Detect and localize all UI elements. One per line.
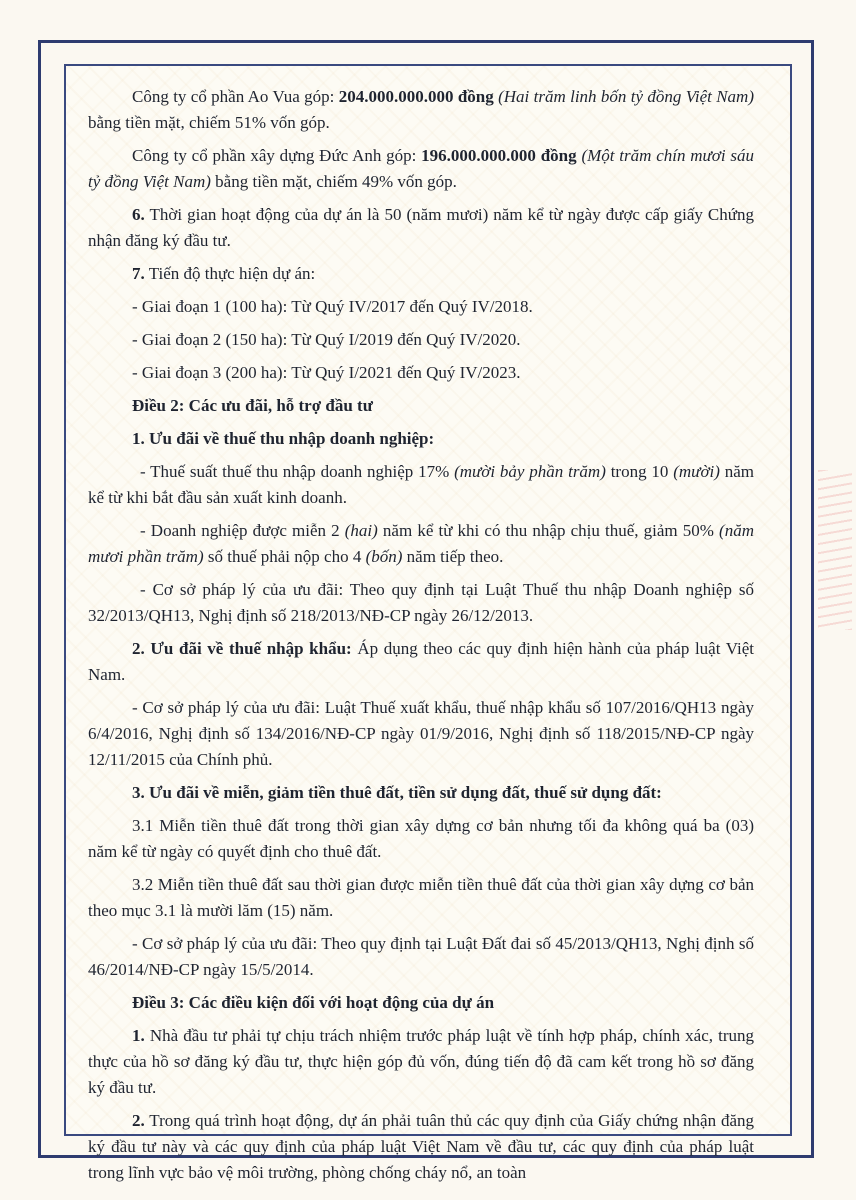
- operation-duration: 6. Thời gian hoạt động của dự án là 50 (năm mươi) năm kể từ ngày được cấp giấy Chứng nhận đăng ký đầu tư.: [88, 205, 754, 250]
- item-3-1: 3.1 Miễn tiền thuê đất trong thời gian xây dựng cơ bản nhưng tối đa không quá ba (03) năm kể từ ngày có quyết định cho thuê đất.: [88, 816, 754, 861]
- tax-rate-paragraph: - Thuế suất thuế thu nhập doanh nghiệp 17% (mười bảy phần trăm) trong 10 (mười) năm kể từ khi bắt đầu sản xuất kinh doanh.: [88, 462, 754, 507]
- item-3-2: 3.2 Miễn tiền thuê đất sau thời gian được miễn tiền thuê đất của thời gian xây dựng cơ bản theo mục 3.1 là mười lăm (15) năm.: [88, 875, 754, 920]
- legal-basis-3: - Cơ sở pháp lý của ưu đãi: Theo quy định tại Luật Đất đai số 45/2013/QH13, Nghị định số 46/2014/NĐ-CP ngày 15/5/2014.: [88, 934, 754, 979]
- section-3-heading: 3. Ưu đãi về miễn, giảm tiền thuê đất, tiền sử dụng đất, thuế sử dụng đất:: [132, 783, 662, 802]
- article-3-heading: Điều 3: Các điều kiện đối với hoạt động của dự án: [132, 993, 495, 1012]
- article-3-item-1: 1. Nhà đầu tư phải tự chịu trách nhiệm trước pháp luật về tính hợp pháp, chính xác, trung thực của hồ sơ đăng ký đầu tư, thực hiện góp đủ vốn, đúng tiến độ đã cam kết trong hồ sơ đăng ký đầu tư.: [88, 1026, 754, 1097]
- section-1-heading: 1. Ưu đãi về thuế thu nhập doanh nghiệp:: [132, 429, 435, 448]
- phase-2: - Giai đoạn 2 (150 ha): Từ Quý I/2019 đến Quý IV/2020.: [132, 330, 521, 349]
- legal-basis-1: - Cơ sở pháp lý của ưu đãi: Theo quy định tại Luật Thuế thu nhập Doanh nghiệp số 32/2013/QH13, Nghị định số 218/2013/NĐ-CP ngày 26/12/2013.: [88, 580, 754, 625]
- legal-basis-2: - Cơ sở pháp lý của ưu đãi: Luật Thuế xuất khẩu, thuế nhập khẩu số 107/2016/QH13 ngày 6/4/2016, Nghị định số 134/2016/NĐ-CP ngày 01/9/2016, Nghị định số 118/2015/NĐ-CP ngày 12/11/2015 của Chính phủ.: [88, 698, 754, 769]
- implementation-schedule: 7. Tiến độ thực hiện dự án:: [132, 264, 316, 283]
- red-stamp-edge: [818, 470, 852, 630]
- phase-1: - Giai đoạn 1 (100 ha): Từ Quý IV/2017 đến Quý IV/2018.: [132, 297, 533, 316]
- capital-contribution-duc-anh: Công ty cổ phần xây dựng Đức Anh góp: 196.000.000.000 đồng (Một trăm chín mươi sáu tỷ đồng Việt Nam) bằng tiền mặt, chiếm 49% vốn góp.: [88, 146, 755, 191]
- phase-3: - Giai đoạn 3 (200 ha): Từ Quý I/2021 đến Quý IV/2023.: [132, 363, 521, 382]
- article-2-heading: Điều 2: Các ưu đãi, hỗ trợ đầu tư: [132, 396, 373, 415]
- section-2-paragraph: 2. Ưu đãi về thuế nhập khẩu: Áp dụng theo các quy định hiện hành của pháp luật Việt Nam.: [88, 639, 754, 684]
- article-3-item-2: 2. Trong quá trình hoạt động, dự án phải tuân thủ các quy định của Giấy chứng nhận đăng ký đầu tư này và các quy định của pháp luật Việt Nam về đầu tư, các quy định của pháp luật trong lĩnh vực bảo vệ môi trường, phòng chống cháy nổ, an toàn: [88, 1111, 754, 1182]
- tax-exemption-paragraph: - Doanh nghiệp được miễn 2 (hai) năm kể từ khi có thu nhập chịu thuế, giảm 50% (năm mươi phần trăm) số thuế phải nộp cho 4 (bốn) năm tiếp theo.: [88, 521, 754, 566]
- capital-contribution-ao-vua: Công ty cổ phần Ao Vua góp: 204.000.000.000 đồng (Hai trăm linh bốn tỷ đồng Việt Nam) bằng tiền mặt, chiếm 51% vốn góp.: [88, 87, 754, 132]
- document-body: [88, 84, 754, 1193]
